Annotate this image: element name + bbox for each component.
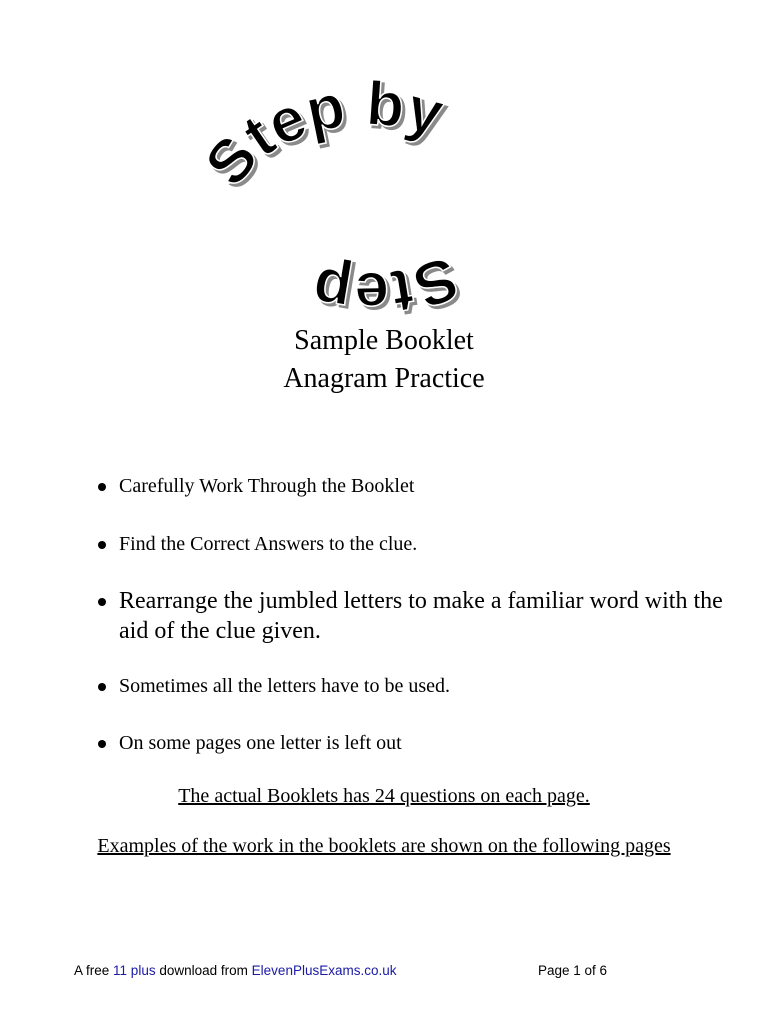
page-number: Page 1 of 6 xyxy=(538,963,608,978)
title-line-1: Sample Booklet xyxy=(294,325,474,356)
footer-middle: download from xyxy=(159,963,248,978)
instruction-item: Sometimes all the letters have to be used. xyxy=(96,672,736,700)
title-line-2: Anagram Practice xyxy=(283,363,485,394)
questions-note: The actual Booklets has 24 questions on each page. xyxy=(178,785,590,807)
instruction-item: Carefully Work Through the Booklet xyxy=(96,472,736,500)
eleven-plus-link[interactable]: 11 plus xyxy=(113,963,156,978)
logo-inner-text: Step xyxy=(307,242,467,329)
instruction-list xyxy=(96,472,736,757)
instruction-item: Find the Correct Answers to the clue. xyxy=(96,530,736,558)
logo-outer-text: Step by xyxy=(192,69,451,199)
step-by-step-logo xyxy=(190,69,550,329)
instruction-item: On some pages one letter is left out xyxy=(96,729,736,757)
page-footer xyxy=(74,962,694,980)
bullet-dot-icon xyxy=(98,483,106,491)
bullet-dot-icon xyxy=(98,740,106,748)
bullet-dot-icon xyxy=(98,541,106,549)
site-link[interactable]: ElevenPlusExams.co.uk xyxy=(251,963,397,978)
instruction-item: Rearrange the jumbled letters to make a familiar word with the aid of the clue given. xyxy=(96,586,736,646)
bullet-dot-icon xyxy=(98,683,106,691)
circular-logo-svg xyxy=(190,69,550,329)
page-title xyxy=(0,322,768,398)
footer-prefix: A free xyxy=(74,963,110,978)
examples-note: Examples of the work in the booklets are shown on the following pages xyxy=(97,835,671,857)
bullet-dot-icon xyxy=(98,598,106,606)
